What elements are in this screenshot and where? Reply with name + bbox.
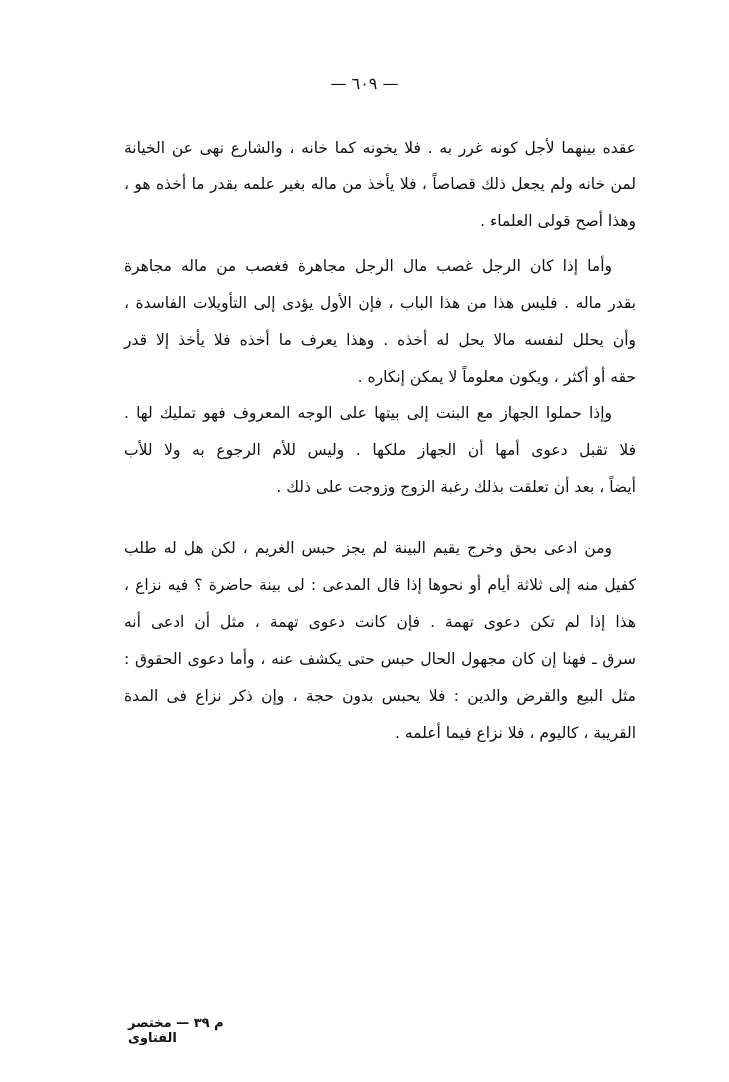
text-line: وأما إذا كان الرجل غصب مال الرجل مجاهرة فغصب من ماله مجاهرة [124,257,612,275]
text-line: حقه أو أكثر ، ويكون معلوماً لا يمكن إنكاره . [357,368,636,386]
text-line: سرق ـ فهنا إن كان مجهول الحال حبس حتى يكشف عنه ، وأما دعوى الحقوق : [124,650,636,668]
text-line: هذا إذا لم تكن دعوى تهمة . فإن كانت دعوى تهمة ، مثل أن ادعى أنه [124,613,636,631]
text-line: أيضاً ، بعد أن تعلقت بذلك رغبة الزوج وزوجت على ذلك . [276,478,636,496]
text-line: كفيل منه إلى ثلاثة أيام أو نحوها إذا قال المدعى : لى بينة حاضرة ؟ فيه نزاع ، [124,576,636,594]
text-line: وإذا حملوا الجهاز مع البنت إلى بيتها على الوجه المعروف فهو تمليك لها . [124,404,612,422]
text-line: عقده بينهما لأجل كونه غرر به . فلا يخونه كما خانه ، والشارع نهى عن الخيانة [124,139,636,157]
text-line: وأن يحلل لنفسه مالا يحل له أخذه . وهذا يعرف ما أخذه فلا يأخذ إلا قدر [124,331,636,349]
page-footer: م ٣٩ — مختصر الفتاوى [128,1016,224,1046]
text-line: فلا تقبل دعوى أمها أن الجهاز ملكها . وليس للأم الرجوع به ولا للأب [124,441,636,459]
text-line: ومن ادعى بحق وخرج يقيم البينة لم يجز حبس الغريم ، لكن هل له طلب [124,539,612,557]
text-line: مثل البيع والقرض والدين : فلا يحبس بدون حجة ، وإن ذكر نزاع فى المدة [124,687,636,705]
text-line: وهذا أصح قولى العلماء . [480,212,636,230]
text-line: لمن خانه ولم يجعل ذلك قصاصاً ، فلا يأخذ من ماله بغير علمه بقدر ما أخذه هو ، [124,175,636,193]
page-number: — ٦٠٩ — [330,74,399,93]
text-line: بقدر ماله . فليس هذا من هذا الباب ، فإن الأول يؤدى إلى التأويلات الفاسدة ، [124,294,636,312]
text-line: القريبة ، كاليوم ، فلا نزاع فيما أعلمه . [395,724,636,742]
